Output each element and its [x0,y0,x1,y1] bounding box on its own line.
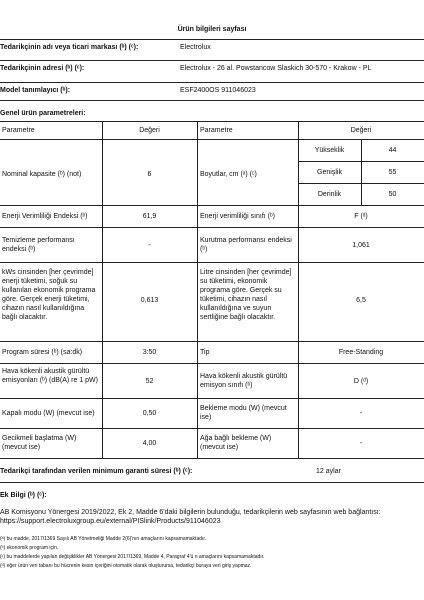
standby-mode-value: - [359,410,363,417]
divider [0,100,424,101]
noise-class-value: D (ᵈ) [353,378,369,385]
energy-efficiency-class-value: F (ᵈ) [354,213,368,220]
noise-emission-label: Hava kökenli akustik gürültü emisyonları (ᵇ) (dB(A) re 1 pW) [2,368,98,384]
capacity-value: 6 [147,171,152,178]
height-label: Yükseklik [314,147,345,154]
divider [0,82,424,83]
noise-class-label: Hava kökenli akustik gürültü emisyon sınıfı (ᵇ) [200,373,288,389]
column-header-parameter-right: Parametre [200,127,233,134]
water-consumption-value: 6,5 [356,297,366,304]
energy-efficiency-index-value: 61,9 [142,213,157,220]
off-mode-label: Kapalı modu (W) (mevcut ise) [2,410,95,417]
program-duration-label: Program süresi (ᵇ) (sa:dk) [2,349,83,356]
cleaning-performance-label: Temizleme performansı endeksi (ᵇ) [2,237,75,253]
footnote-b: (ᵇ) ekonomik program için. [0,545,59,551]
section-title-general: Genel ürün parametreleri: [0,110,86,117]
type-value: Free-Standing [338,349,384,356]
column-header-value-left: Değeri [139,127,160,134]
page-title: Ürün bilgileri sayfası [177,26,247,33]
noise-emission-value: 52 [145,378,154,385]
capacity-label: Nominal kapasite (ᵇ) (not) [2,171,82,178]
extra-info-text: AB Komisyonu Yönergesi 2019/2022, Ek 2, Madde 6'daki bilgilerin bulunduğu, tedarikçilerin web sayfasının web bağlantısı: https://support.electroluxgroup.eu/external/PISlink/Products/911046023 [0,509,381,525]
energy-consumption-value: 0,613 [140,297,159,304]
type-label: Tip [200,349,210,356]
standby-mode-label: Bekleme modu (W) (mevcut ise) [200,405,287,421]
column-header-parameter-left: Parametre [2,127,35,134]
supplier-address-label: Tedarikçinin adresi (ᵇ) (ᶜ): [0,65,85,72]
guarantee-value: 12 aylar [316,468,341,475]
column-header-value-right: Değeri [350,127,372,134]
width-value: 55 [388,169,397,176]
footnote-c: (ᶜ) bu maddelerde yapılan değişiklikler AB Yönergesi 2017/1369, Madde 4, Paragraf 4'ü n amaçlarını kapsamamaktadır. [0,554,265,560]
energy-efficiency-index-label: Enerji Verimliliği Endeksi (ᵇ) [2,213,88,220]
guarantee-label: Tedarikçi tarafından verilen minimum garanti süresi (ᵇ) (ᶜ): [0,468,193,475]
model-identifier-value: ESF2400OS 911046023 [180,87,256,94]
networked-standby-value: - [359,440,363,447]
water-consumption-label: Litre cinsinden [her çevrimde] su tüketimi, ekonomik programa göre. Gerçek su tüketimi, cihazın nasıl kullanıldığına ve suyun sertliğine bağlı olacaktır. [200,269,292,321]
model-identifier-label: Model tanımlayıcı (ᵇ): [0,87,71,94]
footnote-a: (ᵃ) bu madde, 2017/1369 Sayılı AB Yönetmeliği Madde 2(6)'nın amaçlarını kapsamamaktadır. [0,536,207,542]
delay-start-label: Gecikmeli başlatma (W) (mevcut ise) [2,435,77,451]
drying-performance-value: 1,061 [352,242,370,249]
networked-standby-label: Ağa bağlı bekleme (W) (mevcut ise) [200,435,272,451]
off-mode-value: 0,50 [142,410,157,417]
cleaning-performance-value: - [148,242,151,249]
divider [0,60,424,61]
dimensions-label: Boyutlar, cm (ᵃ) (ᶜ) [200,171,257,178]
height-value: 44 [388,147,397,154]
drying-performance-label: Kurutma performansı endeksi (ᵇ) [200,237,292,253]
width-label: Genişlik [317,169,342,176]
footnote-d: (ᵈ) eğer ürün veri tabanı bu hücrenin kesin içeriğini otomatik olarak oluşturursa, tedarikçi buraya veri giriş yapmaz. [0,563,252,569]
supplier-name-value: Electrolux [180,44,211,51]
divider [0,482,424,483]
depth-label: Derinlik [317,191,342,198]
supplier-address-value: Electrolux - 26 al. Powstancow Slaskich 30-570 - Krakow - PL [180,65,372,72]
delay-start-value: 4,00 [142,440,157,447]
extra-info-label: Ek Bilgi (ᵇ) (ᶜ): [0,492,47,499]
divider [0,39,424,40]
energy-efficiency-class-label: Enerji verimliliği sınıfı (ᵇ) [200,213,275,220]
depth-value: 50 [388,191,397,198]
supplier-name-label: Tedarikçinin adı veya ticari markası (ᵇ) (ᶜ): [0,44,139,51]
program-duration-value: 3:50 [142,349,157,356]
energy-consumption-label: kWs cinsinden [her çevrimde] enerji tüketimi, soğuk su kullanılan ekonomik programa göre. Gerçek enerji tüketimi, cihazın nasıl kullanıldığına bağlı olacaktır. [2,269,96,321]
